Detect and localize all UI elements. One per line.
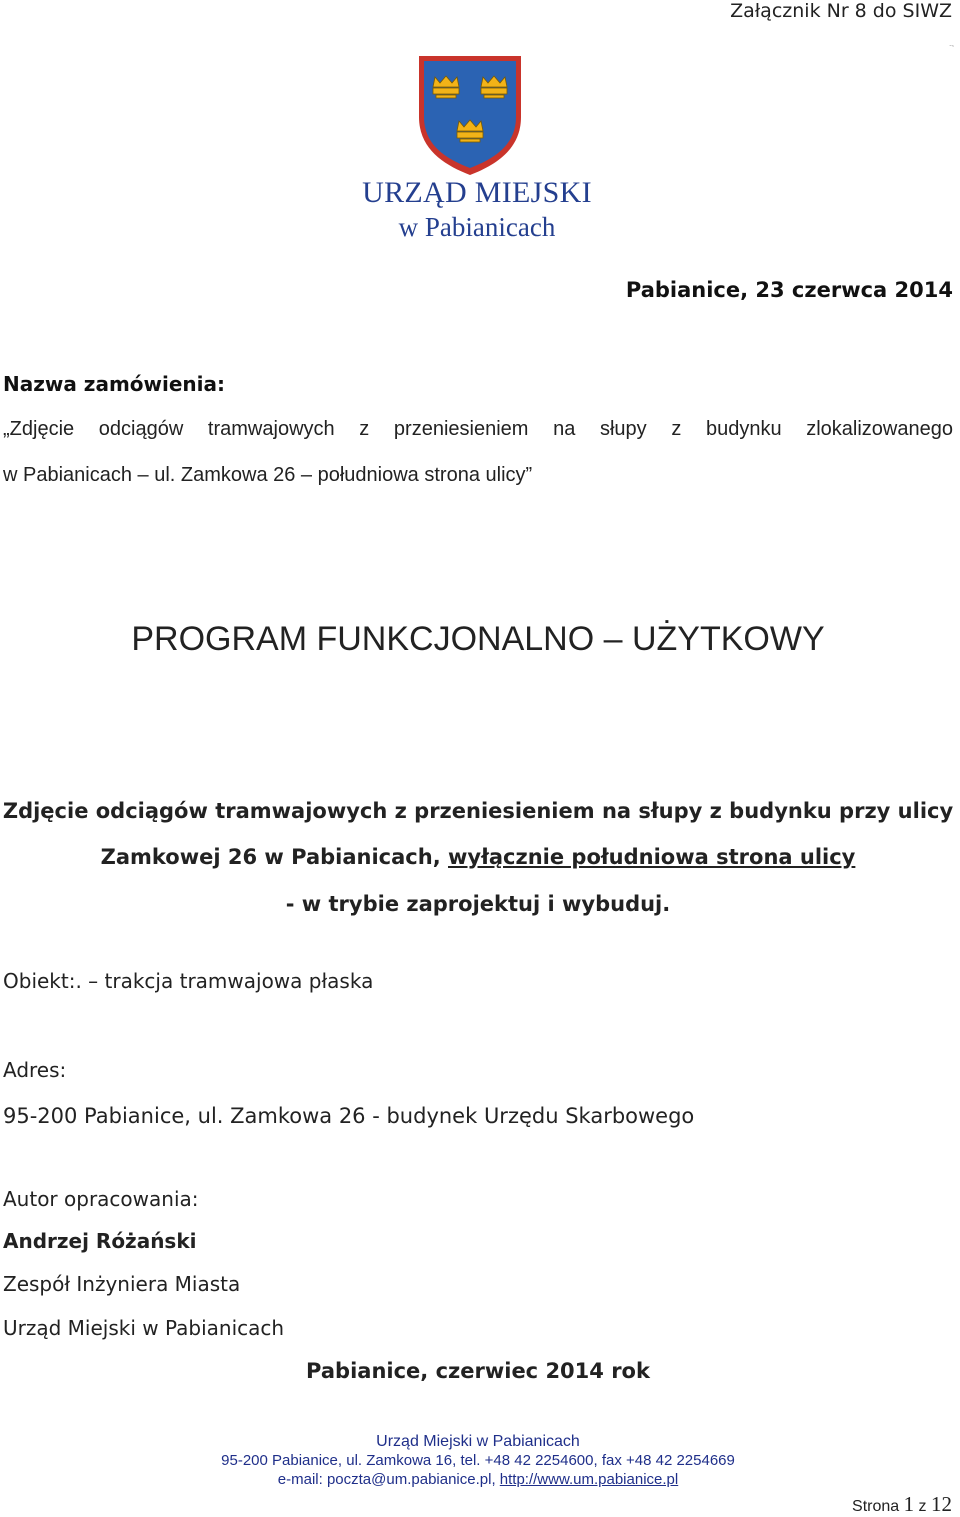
city-crest-logo — [416, 53, 524, 177]
address-value: 95-200 Pabianice, ul. Zamkowa 26 - budynek Urzędu Skarbowego — [3, 1104, 695, 1128]
author-name: Andrzej Różański — [3, 1229, 197, 1253]
address-label: Adres: — [3, 1058, 67, 1082]
office-city-logo-text: w Pabianicach — [398, 212, 556, 242]
author-office: Urząd Miejski w Pabianicach — [3, 1316, 285, 1340]
subject-line-1: Zdjęcie odciągów tramwajowych z przeniesieniem na słupy z budynku przy ulicy — [2, 799, 954, 823]
page-total: 12 — [931, 1492, 952, 1516]
page-separator: z — [914, 1498, 931, 1515]
issue-date: Pabianice, czerwiec 2014 rok — [306, 1359, 650, 1383]
footer-address: 95-200 Pabianice, ul. Zamkowa 16, tel. +48 42 2254600, fax +48 42 2254669 — [221, 1452, 735, 1469]
office-name-logo-text: URZĄD MIEJSKI — [362, 176, 592, 209]
page-number — [852, 1492, 952, 1517]
subject-underlined-text: wyłącznie południowa strona ulicy — [448, 845, 856, 869]
object-line: Obiekt:. – trakcja tramwajowa płaska — [3, 969, 374, 993]
footer-email: e-mail: poczta@um.pabianice.pl, — [277, 1471, 500, 1488]
footer-website-link[interactable]: http://www.um.pabianice.pl — [499, 1471, 679, 1488]
order-name-line-1: „Zdjęcie odciągów tramwajowych z przeniesieniem na słupy z budynku zlokalizowanego — [3, 418, 953, 440]
order-name-line-2: w Pabianicach – ul. Zamkowa 26 – południowa strona ulicy” — [3, 464, 533, 486]
page-current: 1 — [903, 1492, 915, 1516]
place-date: Pabianice, 23 czerwca 2014 — [625, 278, 953, 302]
author-team: Zespół Inżyniera Miasta — [3, 1272, 241, 1296]
page-word: Strona — [852, 1498, 904, 1515]
subject-line-2-start: Zamkowej 26 w Pabianicach, — [100, 845, 448, 869]
document-title: PROGRAM FUNKCJONALNO – UŻYTKOWY — [131, 620, 825, 658]
subject-line-3: - w trybie zaprojektuj i wybuduj. — [285, 892, 671, 916]
subject-line-2 — [0, 845, 956, 869]
corner-mark: ⁼⁵ — [949, 44, 954, 50]
author-label: Autor opracowania: — [3, 1187, 199, 1211]
footer-office: Urząd Miejski w Pabianicach — [376, 1433, 580, 1450]
order-name-label: Nazwa zamówienia: — [3, 372, 226, 396]
footer-contact — [0, 1471, 956, 1488]
annex-label: Załącznik Nr 8 do SIWZ — [730, 0, 952, 22]
